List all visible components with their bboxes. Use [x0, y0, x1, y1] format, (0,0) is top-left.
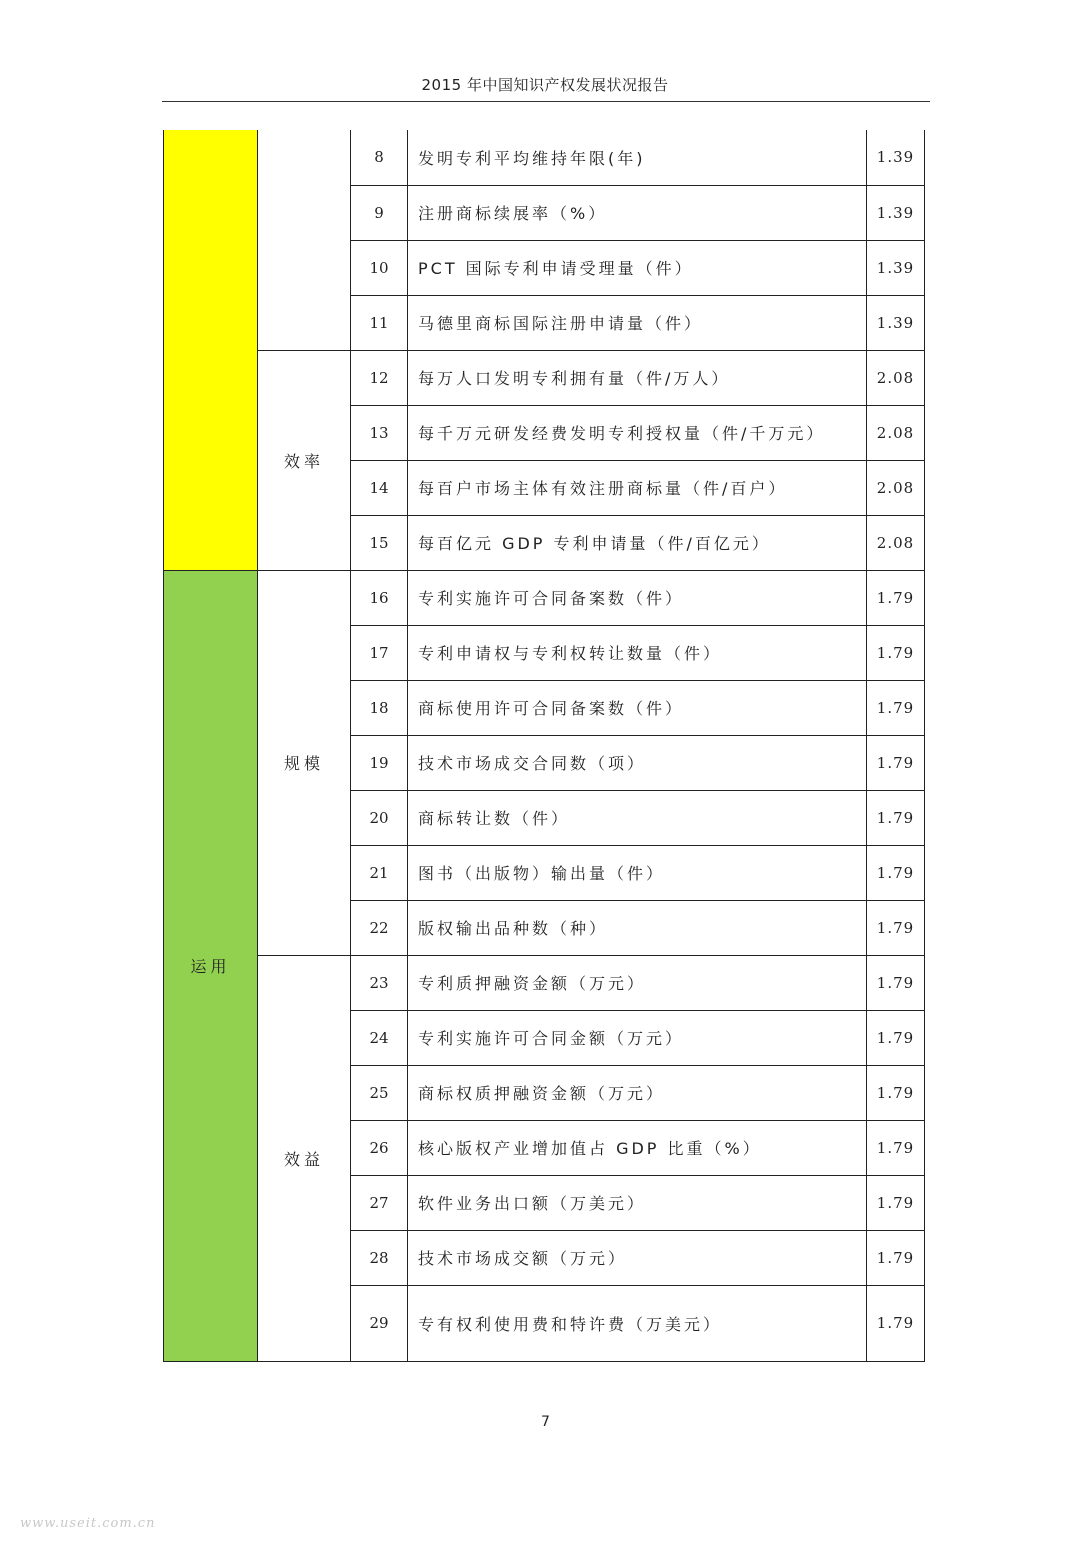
indicator-name: 每万人口发明专利拥有量（件/万人）: [408, 350, 867, 405]
indicator-number: 20: [351, 790, 408, 845]
indicator-name: 每百户市场主体有效注册商标量（件/百户）: [408, 460, 867, 515]
indicator-name: 技术市场成交额（万元）: [408, 1230, 867, 1285]
page-number: 7: [541, 1414, 550, 1430]
watermark-text: www.useit.com.cn: [20, 1516, 156, 1531]
indicator-number: 17: [351, 625, 408, 680]
indicator-name: 注册商标续展率（%）: [408, 185, 867, 240]
indicator-number: 10: [351, 240, 408, 295]
indicator-weight: 2.08: [867, 515, 925, 570]
table-row: [164, 130, 925, 185]
indicator-name: 专利实施许可合同金额（万元）: [408, 1010, 867, 1065]
indicator-number: 21: [351, 845, 408, 900]
indicator-weight: 1.79: [867, 900, 925, 955]
indicator-number: 24: [351, 1010, 408, 1065]
indicator-weight: 1.39: [867, 130, 925, 185]
indicator-number: 27: [351, 1175, 408, 1230]
subcategory-cell-xiaolv: 效率: [258, 350, 351, 570]
category-cell-yunyong: 运用: [164, 570, 258, 1361]
category-cell-creation: [164, 130, 258, 570]
indicator-weight: 1.79: [867, 1065, 925, 1120]
subcategory-cell-continued: [258, 130, 351, 350]
indicator-number: 22: [351, 900, 408, 955]
table-row: [164, 350, 925, 405]
indicator-weight: 2.08: [867, 405, 925, 460]
indicator-number: 8: [351, 130, 408, 185]
indicator-name: 技术市场成交合同数（项）: [408, 735, 867, 790]
indicator-name: 发明专利平均维持年限(年): [408, 130, 867, 185]
indicator-weight: 1.39: [867, 295, 925, 350]
indicator-weight: 1.79: [867, 680, 925, 735]
indicator-number: 26: [351, 1120, 408, 1175]
indicator-name: 软件业务出口额（万美元）: [408, 1175, 867, 1230]
indicator-name: 商标权质押融资金额（万元）: [408, 1065, 867, 1120]
indicator-number: 19: [351, 735, 408, 790]
header-divider: [162, 101, 930, 102]
table-row: [164, 955, 925, 1010]
indicator-name: PCT 国际专利申请受理量（件）: [408, 240, 867, 295]
indicator-number: 13: [351, 405, 408, 460]
indicator-name: 图书（出版物）输出量（件）: [408, 845, 867, 900]
indicator-weight: 2.08: [867, 460, 925, 515]
indicator-name: 核心版权产业增加值占 GDP 比重（%）: [408, 1120, 867, 1175]
indicator-weight: 1.39: [867, 240, 925, 295]
indicator-number: 25: [351, 1065, 408, 1120]
indicator-name: 专利实施许可合同备案数（件）: [408, 570, 867, 625]
subcategory-cell-guimo: 规模: [258, 570, 351, 955]
indicator-weight: 1.79: [867, 1285, 925, 1361]
indicator-weight: 1.79: [867, 1010, 925, 1065]
indicator-name: 专有权利使用费和特许费（万美元）: [408, 1285, 867, 1361]
indicator-weight: 1.79: [867, 625, 925, 680]
indicator-number: 11: [351, 295, 408, 350]
indicator-weight: 1.79: [867, 570, 925, 625]
indicator-weight: 1.79: [867, 955, 925, 1010]
indicator-name: 商标转让数（件）: [408, 790, 867, 845]
indicator-weight: 1.79: [867, 735, 925, 790]
indicator-table: [163, 130, 925, 1362]
indicator-number: 16: [351, 570, 408, 625]
indicator-number: 23: [351, 955, 408, 1010]
indicator-number: 29: [351, 1285, 408, 1361]
indicator-number: 14: [351, 460, 408, 515]
indicator-name: 版权输出品种数（种）: [408, 900, 867, 955]
indicator-name: 每千万元研发经费发明专利授权量（件/千万元）: [408, 405, 867, 460]
indicator-weight: 1.79: [867, 1175, 925, 1230]
subcategory-cell-xiaoyi: 效益: [258, 955, 351, 1361]
indicator-number: 9: [351, 185, 408, 240]
indicator-weight: 1.79: [867, 1120, 925, 1175]
table-row: [164, 570, 925, 625]
indicator-number: 28: [351, 1230, 408, 1285]
indicator-number: 12: [351, 350, 408, 405]
page-header-title: 2015 年中国知识产权发展状况报告: [421, 76, 669, 94]
indicator-weight: 1.39: [867, 185, 925, 240]
indicator-number: 15: [351, 515, 408, 570]
indicator-name: 马德里商标国际注册申请量（件）: [408, 295, 867, 350]
indicator-name: 每百亿元 GDP 专利申请量（件/百亿元）: [408, 515, 867, 570]
indicator-number: 18: [351, 680, 408, 735]
indicator-weight: 1.79: [867, 845, 925, 900]
indicator-weight: 1.79: [867, 1230, 925, 1285]
indicator-name: 专利申请权与专利权转让数量（件）: [408, 625, 867, 680]
indicator-name: 商标使用许可合同备案数（件）: [408, 680, 867, 735]
indicator-weight: 2.08: [867, 350, 925, 405]
indicator-name: 专利质押融资金额（万元）: [408, 955, 867, 1010]
indicator-weight: 1.79: [867, 790, 925, 845]
